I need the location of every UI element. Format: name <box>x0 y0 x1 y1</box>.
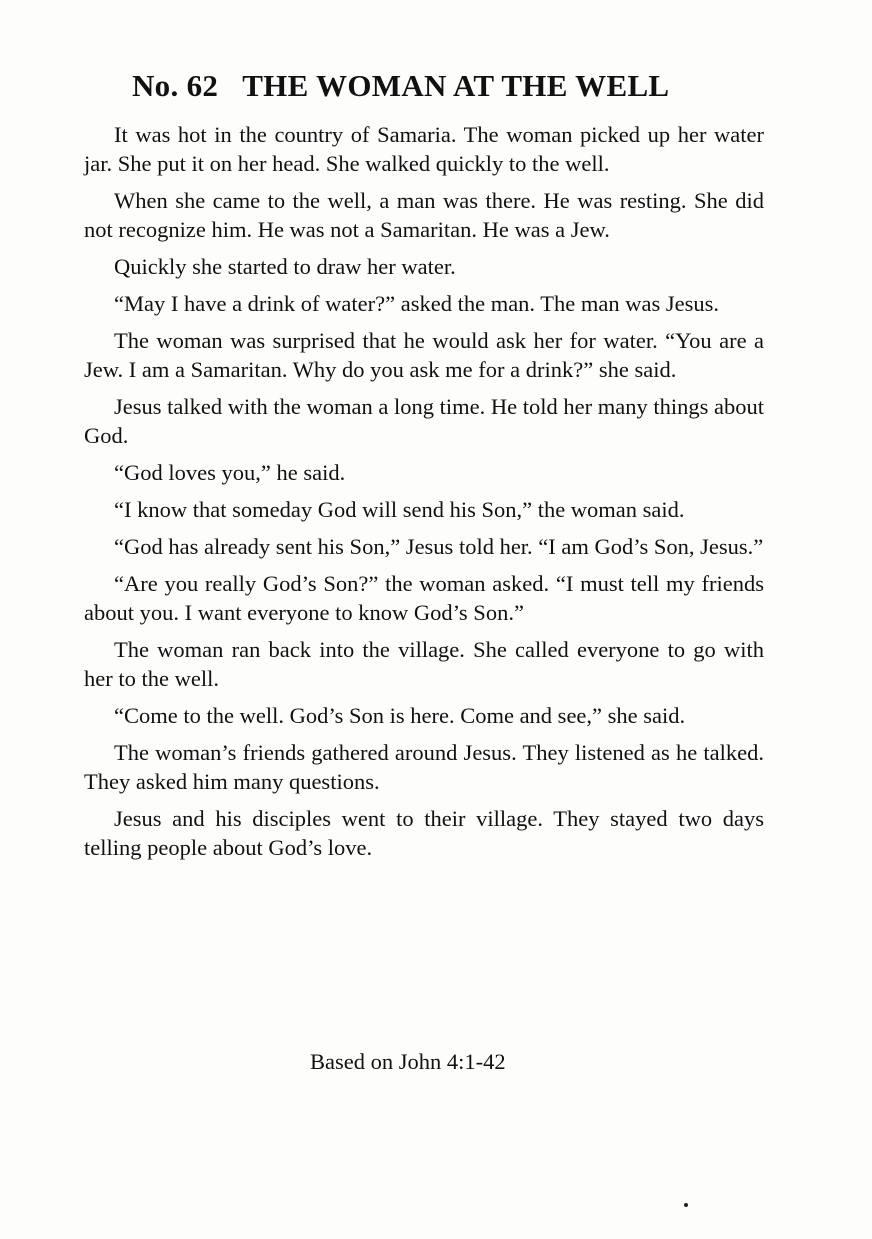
paragraph: Jesus and his disciples went to their village. They stayed two days telling people about God’s love. <box>84 806 764 860</box>
page-title <box>132 68 772 104</box>
paragraph: “Come to the well. God’s Son is here. Come and see,” she said. <box>114 703 686 728</box>
story-body <box>84 120 764 870</box>
title-number: No. 62 <box>132 68 219 103</box>
paragraph: When she came to the well, a man was there. He was resting. She did not recognize him. He was not a Samaritan. He was a Jew. <box>84 188 764 242</box>
paragraph: The woman was surprised that he would ask her for water. “You are a Jew. I am a Samaritan. Why do you ask me for a drink?” she said. <box>84 328 764 382</box>
paragraph: The woman ran back into the village. She called everyone to go with her to the well. <box>84 637 764 691</box>
scan-speck <box>684 1203 688 1207</box>
paragraph: “May I have a drink of water?” asked the man. The man was Jesus. <box>114 291 719 316</box>
paragraph: “God loves you,” he said. <box>114 460 346 485</box>
paragraph: “Are you really God’s Son?” the woman asked. “I must tell my friends about you. I want everyone to know God’s Son.” <box>84 571 764 625</box>
paragraph: “God has already sent his Son,” Jesus told her. “I am God’s Son, Jesus.” <box>114 534 764 559</box>
scripture-reference: Based on John 4:1-42 <box>310 1049 506 1074</box>
paragraph: The woman’s friends gathered around Jesus. They listened as he talked. They asked him many questions. <box>84 740 764 794</box>
paragraph: Quickly she started to draw her water. <box>114 254 456 279</box>
title-text: THE WOMAN AT THE WELL <box>242 68 670 103</box>
paragraph: “I know that someday God will send his Son,” the woman said. <box>114 497 685 522</box>
paragraph: Jesus talked with the woman a long time. He told her many things about God. <box>84 394 764 448</box>
paragraph: It was hot in the country of Samaria. The woman picked up her water jar. She put it on her head. She walked quickly to the well. <box>84 122 764 176</box>
